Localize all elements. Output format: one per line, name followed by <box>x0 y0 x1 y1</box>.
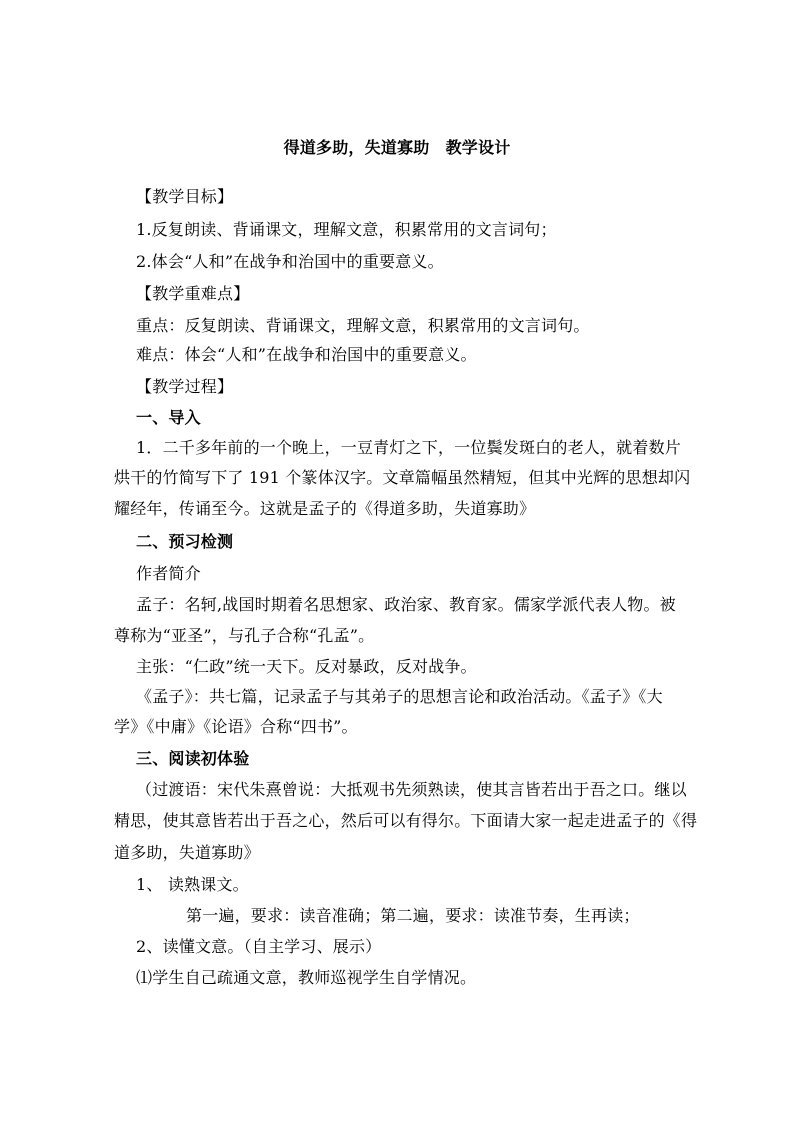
page-title: 得道多助，失道寡助 教学设计 <box>283 138 511 157</box>
step-1-detail: 第一遍，要求：读音准确；第二遍，要求：读准节奏，生再读； <box>186 906 640 925</box>
process-heading: 【教学过程】 <box>136 377 234 396</box>
intro-paragraph-line-2: 烘干的竹简写下了 191 个篆体汉字。文章篇幅虽然精短，但其中光辉的思想却闪 <box>114 468 691 487</box>
transition-line-1: （过渡语：宋代朱熹曾说：大抵观书先须熟读，使其言皆若出于吾之口。继以 <box>136 780 687 799</box>
objective-item-1: 1.反复朗读、背诵课文，理解文意，积累常用的文言词句； <box>136 220 557 239</box>
difficult-point-text: 难点：体会“人和”在战争和治国中的重要意义。 <box>136 345 477 364</box>
book-intro-line-2: 学》《中庸》《论语》合称“四书”。 <box>114 717 358 736</box>
mencius-bio-line-2: 尊称为“亚圣”，与孔子合称“孔孟”。 <box>114 626 375 645</box>
key-point-text: 重点：反复朗读、背诵课文，理解文意，积累常用的文言词句。 <box>136 316 590 335</box>
author-intro-heading: 作者简介 <box>136 564 201 583</box>
objective-item-2: 2.体会“人和”在战争和治国中的重要意义。 <box>136 252 444 271</box>
step-2-item-1: ⑴学生自己疏通文意，教师巡视学生自学情况。 <box>136 968 477 987</box>
objectives-heading: 【教学目标】 <box>136 187 234 206</box>
book-intro-line-1: 《孟子》：共七篇，记录孟子与其弟子的思想言论和政治活动。《孟子》《大 <box>136 687 663 706</box>
mencius-advocacy: 主张：“仁政”统一天下。反对暴政，反对战争。 <box>136 657 477 676</box>
mencius-bio-line-1: 孟子：名轲,战国时期着名思想家、政治家、教育家。儒家学派代表人物。被 <box>136 595 676 614</box>
section-heading-preview: 二、预习检测 <box>136 532 234 551</box>
transition-line-2: 精思，使其意皆若出于吾之心，然后可以有得尔。下面请大家一起走进孟子的《得 <box>114 811 698 830</box>
intro-paragraph-line-1: 1．二千多年前的一个晚上，一豆青灯之下，一位鬓发斑白的老人，就着数片 <box>136 438 681 457</box>
step-1-label: 1、 读熟课文。 <box>136 875 249 894</box>
key-points-heading: 【教学重难点】 <box>136 284 250 303</box>
intro-paragraph-line-3: 耀经年，传诵至今。这就是孟子的《得道多助，失道寡助》 <box>114 499 536 518</box>
section-heading-reading: 三、阅读初体验 <box>136 749 250 768</box>
section-heading-intro: 一、导入 <box>136 408 201 427</box>
transition-line-3: 道多助，失道寡助》 <box>114 843 260 862</box>
step-2-label: 2、读懂文意。（自主学习、展示） <box>136 937 382 956</box>
